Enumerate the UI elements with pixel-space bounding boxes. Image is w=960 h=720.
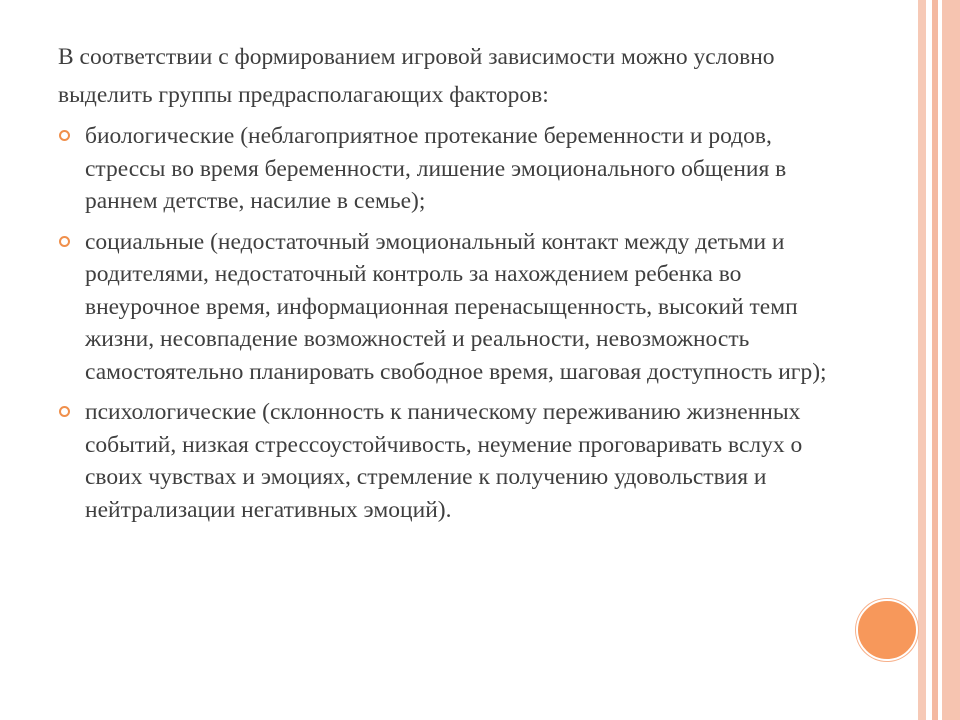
list-item-social xyxy=(58,226,848,389)
list-item-psychological xyxy=(58,396,848,526)
circle-bullet-icon xyxy=(59,406,70,417)
list-item-biological xyxy=(58,120,848,218)
bullet-text: биологические (неблагоприятное протекание беременности и родов, стрессы во время беременности, лишение эмоционального общения в раннем детстве, насилие в семье); xyxy=(85,123,787,214)
decor-stripe xyxy=(942,0,960,720)
intro-text: В соответствии с формированием игровой зависимости можно условно выделить группы предрасполагающих факторов: xyxy=(58,44,775,108)
factor-list xyxy=(58,120,848,526)
bullet-text: психологические (склонность к паническому переживанию жизненных событий, низкая стрессоустойчивость, неумение проговаривать вслух о своих чувствах и эмоциях, стремление к получению удовольствия и нейтрализации негативных эмоций). xyxy=(85,399,803,523)
circle-bullet-icon xyxy=(59,236,70,247)
circle-bullet-icon xyxy=(59,130,70,141)
bullet-text: социальные (недостаточный эмоциональный контакт между детьми и родителями, недостаточный контроль за нахождением ребенка во внеурочное время, информационная перенасыщенность, высокий темп жизни, несовпадение возможностей и реальности, невозможность самостоятельно планировать свободное время, шаговая доступность игр); xyxy=(85,228,827,385)
decor-orange-circle xyxy=(856,599,918,661)
decor-stripe xyxy=(918,0,926,720)
slide-content xyxy=(58,38,848,534)
